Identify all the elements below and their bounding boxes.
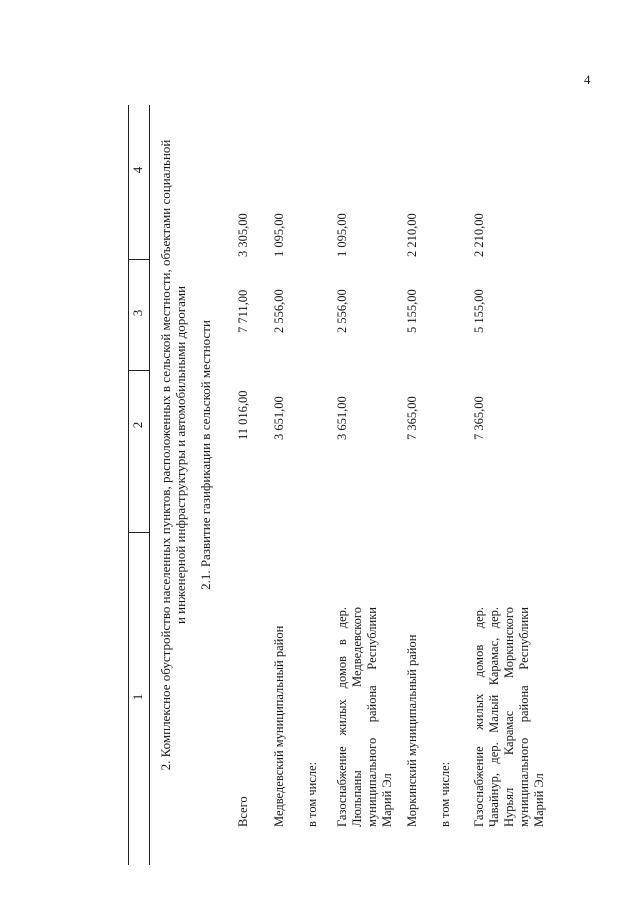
- row-label-including: в том числе:: [438, 761, 452, 827]
- column-divider: [128, 259, 149, 260]
- row-label-including: в том числе:: [305, 761, 319, 827]
- section-title: 2. Комплексное обустройство населенных пунктов, расположенных в сельской местности, объектами социальной и инженерной инфраструктуры и автомобильными дорогами: [158, 139, 188, 771]
- column-number-1: 1: [130, 693, 145, 701]
- medvedevsky-col4: 1 095,00: [272, 213, 286, 257]
- morkinsky-col2: 7 365,00: [405, 396, 419, 440]
- gas-chavainur-col4: 2 210,00: [472, 213, 486, 257]
- gas-lyulpany-col3: 2 556,00: [335, 289, 349, 333]
- subsection-title: 2.1. Развитие газификации в сельской местности: [198, 320, 213, 590]
- total-col3: 7 711,00: [236, 289, 250, 333]
- gas-lyulpany-col2: 3 651,00: [335, 396, 349, 440]
- morkinsky-col3: 5 155,00: [405, 289, 419, 333]
- morkinsky-col4: 2 210,00: [405, 213, 419, 257]
- column-number-4: 4: [130, 166, 145, 174]
- column-divider: [128, 532, 149, 533]
- medvedevsky-col2: 3 651,00: [272, 396, 286, 440]
- total-col4: 3 305,00: [236, 213, 250, 257]
- column-number-2: 2: [130, 421, 145, 429]
- gas-lyulpany-col4: 1 095,00: [335, 213, 349, 257]
- header-top-rule: [128, 105, 129, 865]
- row-label-total: Всего: [236, 796, 250, 827]
- gas-chavainur-col2: 7 365,00: [472, 396, 486, 440]
- row-label-gas-lyulpany: Газоснабжение жилых домов в дер. Люльпаны Медведевского муниципального района Республики Марий Эл: [335, 607, 394, 827]
- page-number: 4: [584, 72, 591, 87]
- total-col2: 11 016,00: [236, 390, 250, 440]
- row-label-gas-chavainur: Газоснабжение жилых домов дер. Чавайнур, дер. Малый Карамас, дер. Нурьял Карамас Моркинского муниципального района Республики Марий Эл: [472, 607, 546, 827]
- row-label-medvedevsky: Медведевский муниципальный район: [272, 625, 286, 827]
- row-label-morkinsky: Моркинский муниципальный район: [405, 634, 419, 827]
- gas-chavainur-col3: 5 155,00: [472, 289, 486, 333]
- header-bottom-rule: [149, 105, 150, 865]
- medvedevsky-col3: 2 556,00: [272, 289, 286, 333]
- column-number-3: 3: [130, 309, 145, 317]
- column-divider: [128, 370, 149, 371]
